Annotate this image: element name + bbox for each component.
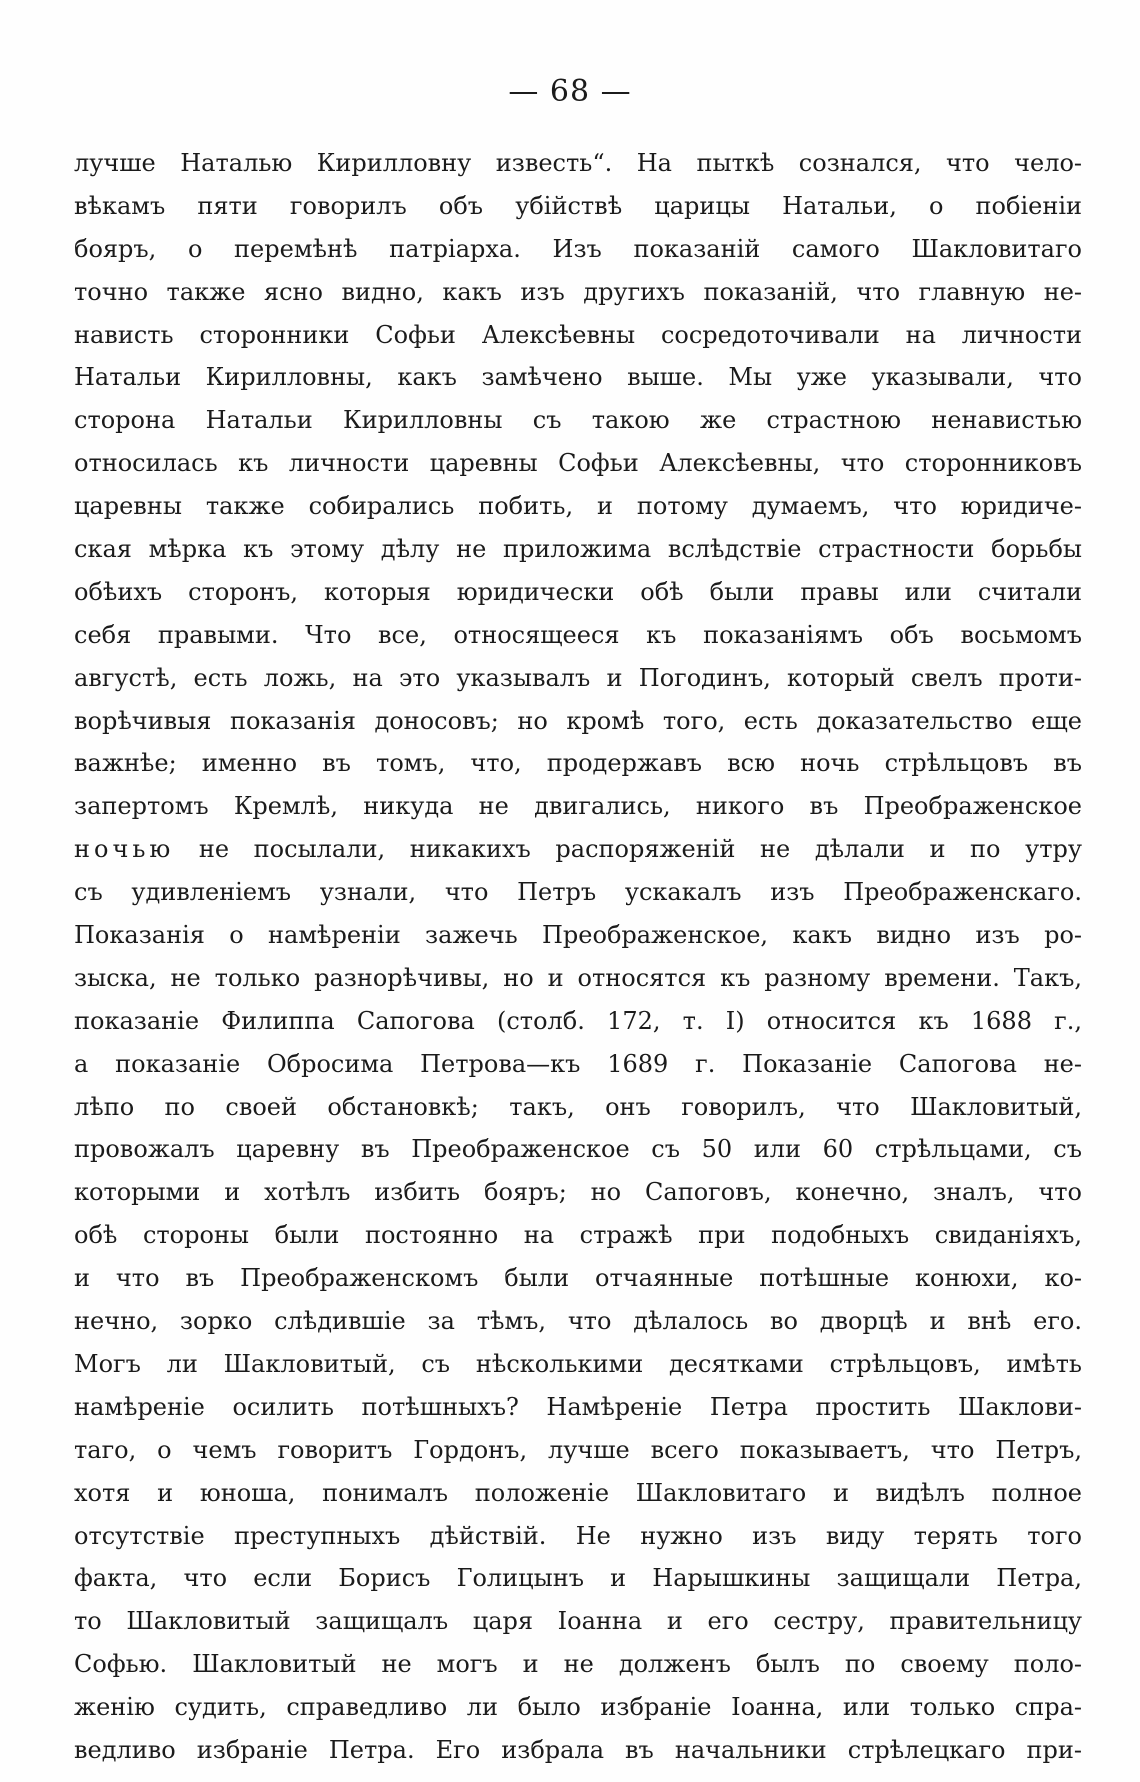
text-line: показаніе Филиппа Сапогова (столб. 172, т. I) относится къ 1688 г., — [74, 1006, 1082, 1035]
text-line: царевны также собирались побить, и потому думаемъ, что юридиче- — [74, 492, 1082, 521]
text-line: факта, что если Борисъ Голицынъ и Нарышкины защищали Петра, — [74, 1564, 1082, 1593]
text-line: таго, о чемъ говоритъ Гордонъ, лучше всего показываетъ, что Петръ, — [74, 1435, 1082, 1464]
text-line: зыска, не только разнорѣчивы, но и относятся къ разному времени. Такъ, — [74, 963, 1082, 992]
text-line: ведливо избраніе Петра. Его избрала въ начальники стрѣлецкаго при- — [74, 1735, 1082, 1764]
text-line: бояръ, о перемѣнѣ патріарха. Изъ показаній самого Шакловитаго — [74, 234, 1082, 263]
text-line: ворѣчивыя показанія доносовъ; но кромѣ того, есть доказательство еще — [74, 706, 1082, 735]
text-line: Показанія о намѣреніи зажечь Преображенское, какъ видно изъ ро- — [74, 921, 1082, 950]
text-line: обѣихъ сторонъ, которыя юридически обѣ были правы или считали — [74, 577, 1082, 606]
text-line-rest: не посылали, никакихъ распоряженій не дѣлали и по утру — [174, 835, 1082, 864]
text-line: съ удивленіемъ узнали, что Петръ ускакалъ изъ Преображенскаго. — [74, 878, 1082, 907]
text-line: важнѣе; именно въ томъ, что, продержавъ всю ночь стрѣльцовъ въ — [74, 749, 1082, 778]
text-line: намѣреніе осилить потѣшныхъ? Намѣреніе Петра простить Шаклови- — [74, 1392, 1082, 1421]
text-line-spaced — [74, 828, 1082, 871]
text-line: точно также ясно видно, какъ изъ другихъ показаній, что главную не- — [74, 277, 1082, 306]
text-line: лучше Наталью Кирилловну известь“. На пыткѣ сознался, что чело- — [74, 149, 1082, 177]
text-line: ская мѣрка къ этому дѣлу не приложима вслѣдствіе страстности борьбы — [74, 535, 1082, 564]
text-line: Софью. Шакловитый не могъ и не долженъ былъ по своему поло- — [74, 1650, 1082, 1679]
text-line: провожалъ царевну въ Преображенское съ 50 или 60 стрѣльцами, съ — [74, 1135, 1082, 1164]
text-line: лѣпо по своей обстановкѣ; такъ, онъ говорилъ, что Шакловитый, — [74, 1092, 1082, 1121]
text-line: августѣ, есть ложь, на это указывалъ и Погодинъ, который свелъ проти- — [74, 663, 1082, 692]
text-line: сторона Натальи Кирилловны съ такою же страстною ненавистью — [74, 406, 1082, 435]
text-line: Натальи Кирилловны, какъ замѣчено выше. Мы уже указывали, что — [74, 363, 1082, 392]
text-line: которыми и хотѣлъ избить бояръ; но Сапоговъ, конечно, зналъ, что — [74, 1178, 1082, 1207]
text-line: отсутствіе преступныхъ дѣйствій. Не нужно изъ виду терять того — [74, 1521, 1082, 1550]
text-line: а показаніе Обросима Петрова—къ 1689 г. Показаніе Сапогова не- — [74, 1049, 1082, 1078]
page-number: — 68 — — [508, 74, 632, 109]
text-line: себя правыми. Что все, относящееся къ показаніямъ объ восьмомъ — [74, 620, 1082, 649]
text-line: нависть сторонники Софьи Алексѣевны сосредоточивали на личности — [74, 320, 1082, 349]
text-line: запертомъ Кремлѣ, никуда не двигались, никого въ Преображенское — [74, 792, 1082, 821]
text-line: Могъ ли Шакловитый, съ нѣсколькими десятками стрѣльцовъ, имѣть — [74, 1349, 1082, 1378]
text-line: нечно, зорко слѣдившіе за тѣмъ, что дѣлалось во дворцѣ и внѣ его. — [74, 1307, 1082, 1336]
text-line: то Шакловитый защищалъ царя Іоанна и его сестру, правительницу — [74, 1607, 1082, 1636]
text-line: женію судить, справедливо ли было избраніе Іоанна, или только спра- — [74, 1693, 1082, 1722]
text-line: и что въ Преображенскомъ были отчаянные потѣшные конюхи, ко- — [74, 1264, 1082, 1293]
text-line: вѣкамъ пяти говорилъ объ убійствѣ царицы Натальи, о побіеніи — [74, 191, 1082, 220]
text-line: относилась къ личности царевны Софьи Алексѣевны, что сторонниковъ — [74, 449, 1082, 478]
text-line: обѣ стороны были постоянно на стражѣ при подобныхъ свиданіяхъ, — [74, 1221, 1082, 1250]
body-text — [74, 142, 1082, 1772]
text-line: хотя и юноша, понималъ положеніе Шакловитаго и видѣлъ полное — [74, 1478, 1082, 1507]
spaced-word: ночью — [74, 835, 175, 864]
